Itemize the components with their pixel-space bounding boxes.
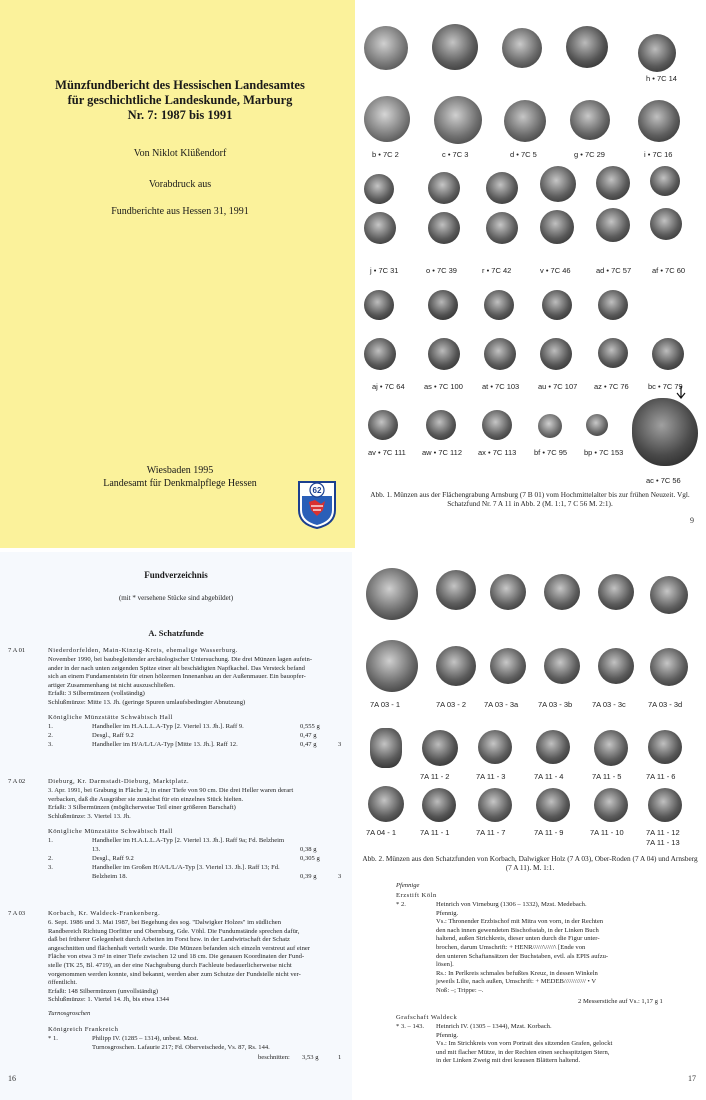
coin-image: [504, 100, 546, 142]
coin-image: [436, 646, 476, 686]
body-line: Schlußmünze: 3. Viertel 13. Jh.: [48, 812, 131, 820]
coin-label: v • 7C 46: [540, 266, 571, 275]
coin-image: [366, 568, 418, 620]
coin-image: [536, 788, 570, 822]
item-desc: Handheller im H.A.L.L.A-Typ [2. Viertel 13. Jh.]. Raff 9.: [92, 723, 244, 730]
cover-publisher-line: Wiesbaden 1995: [146, 465, 214, 476]
coin-image: [486, 212, 518, 244]
coin-image: [638, 100, 680, 142]
body-line: Heinrich von Virneburg (1306 – 1332), Mzst. Medebach.: [436, 901, 587, 908]
coin-image: [370, 728, 402, 768]
item-number: 1.: [48, 723, 53, 730]
cover-title-line: für geschichtliche Landeskunde, Marburg: [67, 93, 293, 107]
item-count: 1: [338, 1054, 342, 1061]
coin-label: r • 7C 42: [482, 266, 512, 275]
coin-image: [598, 338, 628, 368]
coin-label: j • 7C 31: [370, 266, 399, 275]
coin-label: 7A 11 - 2: [420, 772, 450, 781]
coin-image: [364, 96, 410, 142]
coin-label: 7A 11 - 6: [646, 772, 676, 781]
body-line: Pfennig.: [436, 1031, 459, 1039]
mint-heading: Grafschaft Waldeck: [396, 1014, 458, 1021]
body-line: Rs.: In Perlkreis schmales befußtes Kreuz, in dessen Winkeln: [436, 969, 598, 977]
body-line: Erfaßt: 3 Silbermünzen (möglicherweise Teil einer größeren Barschaft): [48, 804, 236, 812]
coin-label: ad • 7C 57: [596, 266, 632, 275]
body-line: Erfaßt: 148 Silbermünzen (unvollständig): [48, 987, 159, 995]
section-heading: A. Schatzfunde: [148, 628, 204, 638]
coin-image: [542, 290, 572, 320]
catalogue-page-16: [0, 552, 352, 1100]
coin-image: [428, 290, 458, 320]
entry-place: Dieburg, Kr. Darmstadt-Dieburg, Marktplatz.: [48, 778, 190, 785]
body-line: Pfennig.: [436, 909, 459, 917]
coin-label: 7A 11 - 1: [420, 828, 450, 837]
coin-image: [650, 166, 680, 196]
coin-label: c • 7C 3: [442, 150, 469, 159]
coin-image: [544, 648, 580, 684]
coin-label: 7A 11 - 5: [592, 772, 622, 781]
coin-image: [432, 24, 478, 70]
item-desc: Desgl., Raff 9.2: [92, 855, 134, 862]
entry-body: [48, 919, 310, 1005]
entry-place: Korbach, Kr. Waldeck-Frankenberg.: [48, 910, 161, 917]
coin-image: [486, 172, 518, 204]
item-desc: Handheller im H.A.L.L.A-Typ [2. Viertel 13. Jh.]. Raff 9a; Fd. Belzheim 13.: [92, 837, 285, 853]
coin-image: [570, 100, 610, 140]
entry-code: 7 A 03: [8, 910, 26, 917]
page-subheading: (mit * versehene Stücke sind abgebildet): [118, 594, 234, 602]
page-number: 17: [688, 1074, 696, 1083]
entry-body: [48, 787, 293, 821]
coin-image: [368, 786, 404, 822]
item-desc: Handheller im Großen H/A/L/L/A-Typ [3. Viertel 13. Jh.]. Raff 13; Fd. Belzheim 18.: [92, 864, 280, 880]
coin-image: [596, 208, 630, 242]
body-line: 3. Apr. 1991, bei Grabung in Fläche 2, in einer Tiefe von 90 cm. Die drei Heller waren derart: [48, 787, 294, 794]
coin-image: [364, 290, 394, 320]
coin-image: [436, 570, 476, 610]
coin-label: g • 7C 29: [574, 150, 605, 159]
body-line: Schlußmünze: 1. Viertel 14. Jh, bis etwa 1344: [48, 996, 170, 1004]
coin-label: 7A 11 - 7: [476, 828, 506, 837]
item-number: * 1.: [48, 1035, 58, 1042]
item-number: 2.: [48, 855, 53, 862]
coin-image: [366, 640, 418, 692]
coin-plate-page-9: [356, 0, 706, 548]
coin-label: 7A 03 - 3d: [648, 700, 683, 709]
item-desc: Turnosgroschen. Lafaurie 217; Fd. Oberveischede, Vs. 87, Rs. 144.: [92, 1044, 270, 1051]
coin-image: [426, 410, 456, 440]
item-weight: 0,47 g: [300, 741, 317, 748]
mint-heading: Königliche Münzstätte Schwäbisch Hall: [48, 714, 173, 721]
coin-image: [632, 398, 698, 466]
coin-image: [502, 28, 542, 68]
coin-label: aw • 7C 112: [422, 448, 463, 457]
coin-label: aj • 7C 64: [372, 382, 405, 391]
item-weight: 0,305 g: [300, 855, 320, 862]
item-number: 3.: [48, 741, 53, 748]
coin-label: az • 7C 76: [594, 382, 629, 391]
item-weight: 3,53 g: [302, 1054, 319, 1061]
coin-image: [652, 338, 684, 370]
coin-image: [538, 414, 562, 438]
item-desc: Desgl., Raff 9.2: [92, 732, 134, 739]
coin-label: 7A 11 - 10: [590, 828, 624, 837]
item-weight: 0,38 g: [300, 846, 317, 853]
coin-image: [650, 576, 688, 614]
coin-label: b • 7C 2: [372, 150, 399, 159]
coin-image: [596, 166, 630, 200]
coin-image: [544, 574, 580, 610]
page-heading: Fundverzeichnis: [144, 570, 208, 580]
coin-label: bc • 7C 79: [648, 382, 683, 391]
entry-code: 7 A 01: [8, 647, 26, 654]
coin-label: i • 7C 16: [644, 150, 673, 159]
arrow-down-icon: [676, 386, 686, 400]
coin-image: [540, 338, 572, 370]
cover-title-line: Nr. 7: 1987 bis 1991: [127, 108, 233, 122]
entry-body: [48, 656, 312, 708]
cover-title-line: Münzfundbericht des Hessischen Landesamtes: [55, 78, 305, 92]
coin-image: [422, 788, 456, 822]
coin-image: [490, 574, 526, 610]
page-number: 9: [690, 516, 694, 525]
item-count: 3: [338, 741, 342, 748]
body-line: jeweils Lilie, nach außen, Umschrift: + MEDEB//////////// • V: [436, 978, 597, 986]
cover-title: [30, 78, 330, 123]
cover-publisher: [30, 464, 330, 490]
item-weight: 2 Messerstiche auf Vs.: 1,17 g 1: [578, 998, 663, 1005]
body-line: sich an einem Fundamentstein für einen hölzernen Innenanbau an der Außenmauer. Ein bauopfer-: [48, 673, 306, 681]
item-desc-block: [436, 1023, 698, 1066]
coin-image: [484, 338, 516, 370]
body-line: den unteren Schaftansätzen der Buchstaben, evtl. als EPIS aufzu-: [436, 952, 609, 960]
body-line: 6. Sept. 1986 und 3. Mai 1987, bei Begehung des sog. "Dalwigker Holzes" im südlichen: [48, 919, 282, 926]
body-line: lösen].: [436, 961, 454, 969]
coin-image: [434, 96, 482, 144]
cover-preprint-line: Fundberichte aus Hessen 31, 1991: [111, 206, 249, 217]
item-weight: 0,555 g: [300, 723, 320, 730]
page-number: 16: [8, 1074, 16, 1083]
coin-image: [478, 730, 512, 764]
body-line: Vs.: Im Strichkreis von vorn Portrait des sitzenden Grafen, gelockt: [436, 1040, 613, 1048]
cover-page: [0, 0, 355, 548]
body-line: verbacken, daß die Ausgräber sie zunächst für ein einzelnes Stück hielten.: [48, 795, 244, 803]
body-line: haltend, außen Strichkreis, dieser unten durch die Figur unter-: [436, 935, 600, 943]
coin-image: [484, 290, 514, 320]
figure-caption: Abb. 1. Münzen aus der Flächengrabung Arnsburg (7 B 01) vom Hochmittelalter bis zur frühen Neuzeit. Vgl. Schatzfund Nr. 7 A 11 in Abb. 2 (M. 1:1, 7 C 56 M. 2:1).: [370, 490, 690, 508]
body-line: Schlußmünze: Mitte 13. Jh. (geringe Spuren umlaufsbedingter Abnutzung): [48, 698, 246, 706]
coin-label: 7A 11 - 3: [476, 772, 506, 781]
coin-image: [598, 648, 634, 684]
coin-label: 7A 03 - 3a: [484, 700, 519, 709]
coin-image: [586, 414, 608, 436]
item-count: 3: [338, 873, 342, 880]
item-weight: 0,39 g: [300, 873, 317, 880]
coin-image: [648, 730, 682, 764]
body-line: November 1990, bei baubegleitender archäologischer Untersuchung. Die drei Münzen lagen aufein-: [48, 656, 313, 663]
coin-label: 7A 03 - 2: [436, 700, 467, 709]
mint-heading: Erzstift Köln: [396, 892, 437, 899]
item-desc: beschnitten:: [258, 1054, 290, 1061]
body-line: daß bei früherer Gelegenheit durch Arbeiten im Forst bzw. in der Landwirtschaft der Schatz: [48, 936, 290, 944]
body-line: artiger Zusammenhang ist nicht auszuschließen.: [48, 681, 175, 689]
cover-author: Von Niklot Klüßendorf: [133, 148, 227, 159]
body-line: Randbereich Richtung Dorfitter und Obernburg, Gde. Vöhl. Die Fundumstände sprechen dafür,: [48, 927, 300, 935]
mint-heading: Königreich Frankreich: [48, 1026, 119, 1033]
coin-label: af • 7C 60: [652, 266, 686, 275]
coin-image: [566, 26, 608, 68]
entry-place: Niederdorfelden, Main-Kinzig-Kreis, ehemalige Wasserburg.: [48, 647, 238, 654]
body-line: angeschnitten und flächenhaft verteilt wurde. Die Münzen befanden sich einzeln verstreut auf einer: [48, 944, 310, 952]
body-line: Vs.: Thronender Erzbischof mit Mitra von vorn, in der Rechten: [436, 918, 604, 926]
coin-image: [540, 166, 576, 202]
catalogue-page-17: [356, 552, 706, 1100]
coin-label: 7A 11 - 13: [646, 838, 680, 847]
mint-heading: Königliche Münzstätte Schwäbisch Hall: [48, 828, 173, 835]
coin-image: [648, 788, 682, 822]
body-line: Noß: –; Trippe: –.: [436, 986, 484, 994]
coin-image: [650, 648, 688, 686]
coin-label: au • 7C 107: [538, 382, 578, 391]
body-line: in der Linken Zweig mit drei krausen Blättern haltend.: [436, 1057, 581, 1065]
coin-image: [422, 730, 458, 766]
coin-label: 7A 03 - 1: [370, 700, 401, 709]
coin-image: [598, 290, 628, 320]
body-line: Erfaßt: 3 Silbermünzen (vollständig): [48, 690, 145, 698]
entry-code: 7 A 02: [8, 778, 26, 785]
coin-label: ac • 7C 56: [646, 476, 681, 485]
coin-label: bf • 7C 95: [534, 448, 568, 457]
category-heading: Turnosgroschen: [48, 1010, 91, 1017]
coin-label: o • 7C 39: [426, 266, 457, 275]
badge-number: 62: [312, 486, 322, 495]
item-number: * 2.: [396, 901, 406, 908]
body-line: öffentlicht.: [48, 979, 77, 987]
item-number: 2.: [48, 732, 53, 739]
coin-label: 7A 03 - 3c: [592, 700, 626, 709]
item-desc-block: [436, 901, 698, 996]
coin-image: [650, 208, 682, 240]
coin-image: [364, 174, 394, 204]
body-line: und mit flacher Mütze, in der Rechten einen sechsspitzigen Stern,: [436, 1048, 610, 1056]
coin-label: d • 7C 5: [510, 150, 537, 159]
cover-preprint-line: Vorabdruck aus: [148, 179, 212, 190]
body-line: Fläche von etwa 3 m² in einer Tiefe zwischen 12 und 18 cm. Die genauen Koordinaten der Fund-: [48, 953, 305, 961]
body-line: Heinrich IV. (1305 – 1344), Mzst. Korbach.: [436, 1023, 552, 1030]
coin-image: [540, 210, 574, 244]
coin-image: [364, 212, 396, 244]
item-number: 3.: [48, 864, 53, 871]
coin-label: ax • 7C 113: [478, 448, 517, 457]
coin-image: [490, 648, 526, 684]
coin-image: [428, 172, 460, 204]
item-number: * 3. – 143.: [396, 1023, 425, 1030]
coin-image: [364, 26, 408, 70]
coin-image: [428, 338, 460, 370]
coin-image: [594, 730, 628, 766]
coin-label: as • 7C 100: [424, 382, 463, 391]
coin-image: [536, 730, 570, 764]
figure-caption: Abb. 2. Münzen aus den Schatzfunden von Korbach, Dalwigker Holz (7 A 03), Ober-Roden (7 A 04) und Arnsberg (7 A 11). M. 1:1.: [362, 854, 698, 872]
coin-image: [482, 410, 512, 440]
cover-preprint: [30, 178, 330, 218]
coin-label: at • 7C 103: [482, 382, 520, 391]
coin-image: [368, 410, 398, 440]
coin-label: 7A 03 - 3b: [538, 700, 573, 709]
body-line: ander in der nach unten zeigenden Spitze einer alt beschädigten Napfkachel. Das Versteck befand: [48, 664, 305, 672]
coin-label: 7A 04 - 1: [366, 828, 397, 837]
item-weight: 0,47 g: [300, 732, 317, 739]
body-line: brochen, darum Umschrift: + HENR//////\/////\ [Ende von: [436, 943, 586, 951]
coin-label: h • 7C 14: [646, 74, 677, 83]
item-desc: Handheller im H/A/L/L/A-Typ [Mitte 13. Jh.]. Raff 12.: [92, 741, 238, 748]
body-line: den nach innen gewendeten Bischofsstab, in der Linken Buch: [436, 926, 599, 934]
coin-label: bp • 7C 153: [584, 448, 624, 457]
coin-image: [594, 788, 628, 822]
coin-label: av • 7C 111: [368, 448, 406, 457]
body-line: stelle (TK 25, Bl. 4719), an der eine Nachgrabung durch Fachleute bedauerlicherweise nicht: [48, 961, 292, 969]
coin-image: [638, 34, 676, 72]
coin-label: 7A 11 - 4: [534, 772, 564, 781]
coin-image: [478, 788, 512, 822]
item-desc: Philipp IV. (1285 – 1314), unbest. Mzst.: [92, 1035, 199, 1042]
item-number: 1.: [48, 837, 53, 844]
coin-image: [598, 574, 634, 610]
hessen-crest-badge: [297, 480, 337, 530]
coin-label: 7A 11 - 12: [646, 828, 680, 837]
body-line: vorgenommen werden konnte, sind bekannt, werden aber zum Schutze der Fundstelle nicht ver-: [48, 970, 301, 978]
coin-label: 7A 11 - 9: [534, 828, 564, 837]
coin-image: [364, 338, 396, 370]
coin-image: [428, 212, 460, 244]
cover-publisher-line: Landesamt für Denkmalpflege Hessen: [103, 478, 257, 489]
category-heading: Pfennige: [396, 882, 420, 889]
